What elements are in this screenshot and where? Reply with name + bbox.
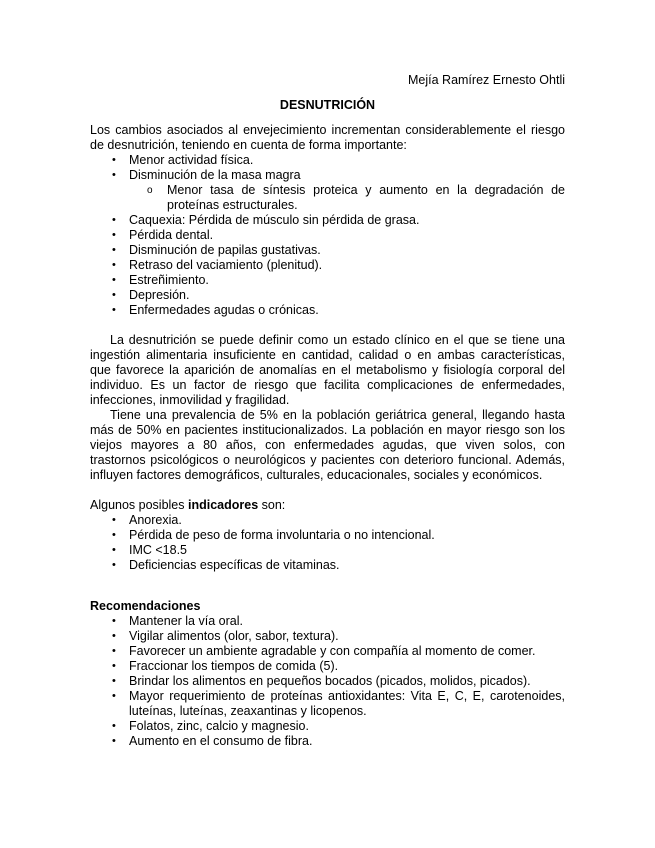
list-item: • Mayor requerimiento de proteínas antioxidantes: Vita E, C, E, carotenoides, luteínas, luteínas, zeaxantinas y licopenos.	[112, 689, 565, 718]
bullet-icon: •	[112, 154, 116, 166]
bullet-icon: •	[112, 630, 116, 642]
bullet-icon: •	[112, 274, 116, 286]
author-name: Mejía Ramírez Ernesto Ohtli	[408, 73, 565, 87]
bullet-icon: •	[112, 645, 116, 657]
list-item: • Enfermedades agudas o crónicas.	[112, 303, 319, 317]
definition-paragraph: La desnutrición se puede definir como un estado clínico en el que se tiene una ingestión alimentaria insuficiente en cantidad, calidad o en ambas características, que favorece la aparición de anomalías en el metabolismo y fisiología corporal del individuo. Es un factor de riesgo que facilita complicaciones de enfermedades, infecciones, inmovilidad y fragilidad.	[90, 333, 565, 407]
list-item: • Anorexia.	[112, 513, 182, 527]
bullet-icon: •	[112, 529, 116, 541]
bullet-icon: •	[112, 259, 116, 271]
bullet-icon: •	[112, 615, 116, 627]
list-item: • Caquexia: Pérdida de músculo sin pérdida de grasa.	[112, 213, 420, 227]
list-item: • Brindar los alimentos en pequeños bocados (picados, molidos, picados).	[112, 674, 531, 688]
indicators-lead: Algunos posibles indicadores son:	[90, 498, 286, 512]
prevalence-paragraph: Tiene una prevalencia de 5% en la población geriátrica general, llegando hasta más de 50% en pacientes institucionalizados. La población en mayor riesgo son los viejos mayores a 80 años, con enfermedades agudas, que viven solos, con trastornos psicológicos o neurológicos y pacientes con deterioro funcional. Además, influyen factores demográficos, culturales, educacionales, sociales y económicos.	[90, 408, 565, 482]
risk-factors-list	[90, 153, 565, 183]
list-item: • Aumento en el consumo de fibra.	[112, 734, 313, 748]
spacer	[90, 483, 565, 498]
list-item: • Folatos, zinc, calcio y magnesio.	[112, 719, 309, 733]
recommendations-heading: Recomendaciones	[90, 599, 201, 613]
list-item: • Mantener la vía oral.	[112, 614, 243, 628]
bullet-icon: •	[112, 559, 116, 571]
bullet-icon: •	[112, 514, 116, 526]
spacer	[90, 573, 565, 599]
list-item: • Depresión.	[112, 288, 190, 302]
bullet-icon: •	[112, 720, 116, 732]
bullet-icon: •	[112, 244, 116, 256]
risk-factors-sublist	[90, 183, 565, 213]
list-item: • Retraso del vaciamiento (plenitud).	[112, 258, 323, 272]
recommendations-list	[90, 614, 565, 749]
list-item: • Fraccionar los tiempos de comida (5).	[112, 659, 339, 673]
bullet-icon: •	[112, 735, 116, 747]
list-item: • Pérdida de peso de forma involuntaria o no intencional.	[112, 528, 435, 542]
list-item: • Estreñimiento.	[112, 273, 209, 287]
indicators-list	[90, 513, 565, 573]
list-item: • Pérdida dental.	[112, 228, 214, 242]
sub-bullet-icon: o	[147, 185, 153, 196]
bullet-icon: •	[112, 544, 116, 556]
bullet-icon: •	[112, 214, 116, 226]
bullet-icon: •	[112, 289, 116, 301]
list-item: o Menor tasa de síntesis proteica y aumento en la degradación de proteínas estructurales.	[147, 183, 565, 212]
bullet-icon: •	[112, 675, 116, 687]
bullet-icon: •	[112, 690, 116, 702]
page-title: DESNUTRICIÓN	[279, 98, 376, 112]
indicators-keyword: indicadores	[187, 498, 259, 512]
list-item: • Vigilar alimentos (olor, sabor, textura).	[112, 629, 339, 643]
list-item: • Disminución de la masa magra	[112, 168, 301, 182]
list-item: • IMC <18.5	[112, 543, 188, 557]
list-item: • Disminución de papilas gustativas.	[112, 243, 321, 257]
intro-paragraph: Los cambios asociados al envejecimiento incrementan considerablemente el riesgo de desnutrición, teniendo en cuenta de forma importante:	[90, 123, 565, 152]
bullet-icon: •	[112, 169, 116, 181]
bullet-icon: •	[112, 660, 116, 672]
document-page	[90, 73, 565, 749]
spacer	[90, 318, 565, 333]
bullet-icon: •	[112, 229, 116, 241]
list-item: • Menor actividad física.	[112, 153, 254, 167]
list-item: • Favorecer un ambiente agradable y con compañía al momento de comer.	[112, 644, 536, 658]
bullet-icon: •	[112, 304, 116, 316]
risk-factors-list-continued	[90, 213, 565, 318]
list-item: • Deficiencias específicas de vitaminas.	[112, 558, 340, 572]
